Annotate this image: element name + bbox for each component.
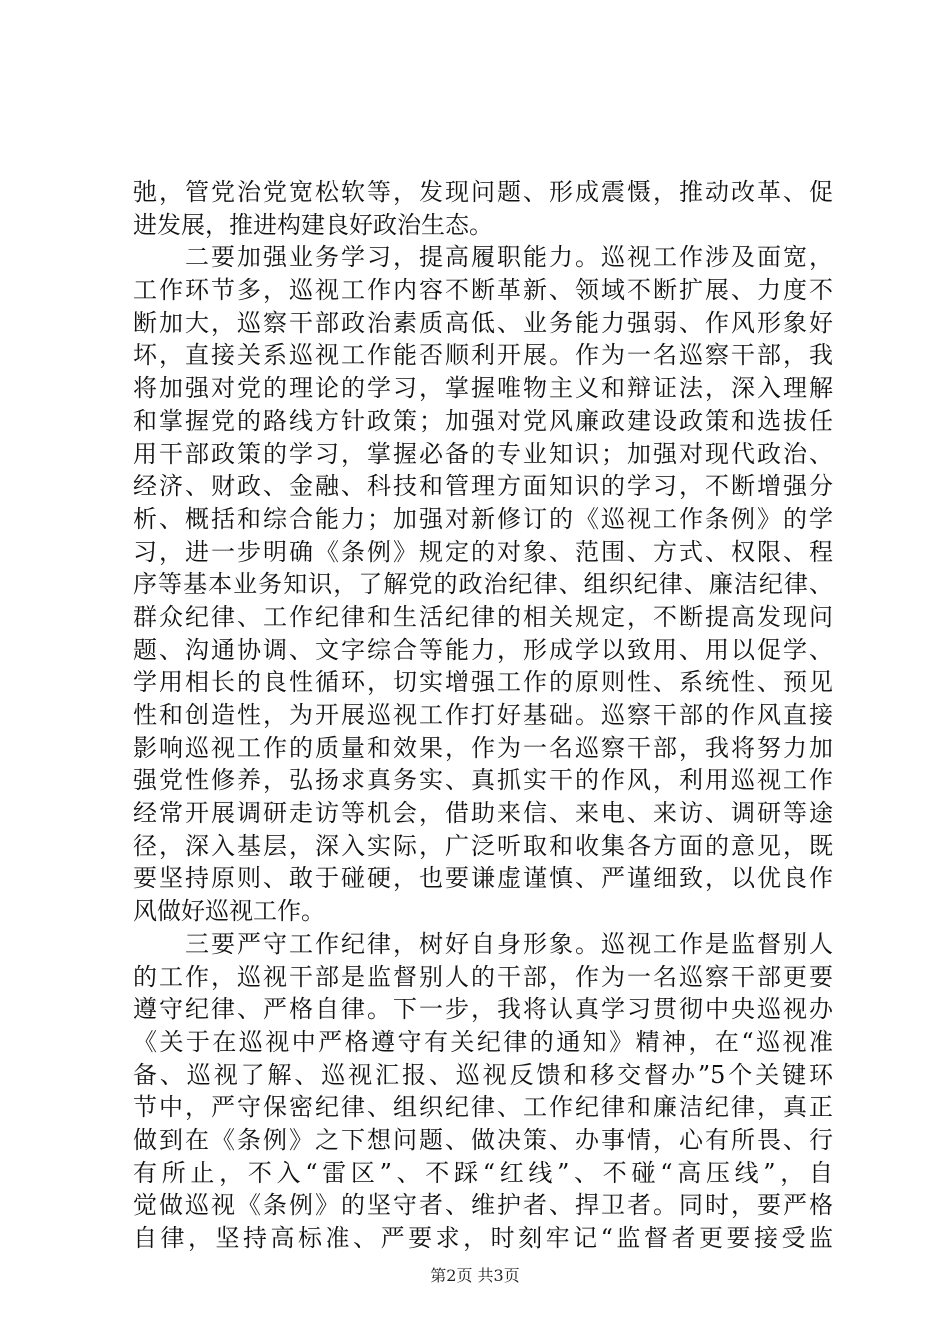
text-line: 要坚持原则、敢于碰硬，也要谦虚谨慎、严谨细致，以优良作 bbox=[133, 864, 833, 893]
text-line: 题、沟通协调、文字综合等能力，形成学以致用、用以促学、 bbox=[133, 635, 833, 664]
text-line: 进发展，推进构建良好政治生态。 bbox=[133, 210, 493, 239]
text-line: 坏，直接关系巡视工作能否顺利开展。作为一名巡察干部，我 bbox=[133, 341, 833, 370]
text-line: 学用相长的良性循环，切实增强工作的原则性、系统性、预见 bbox=[133, 668, 833, 697]
text-line: 有所止，不入“雷区”、不踩“红线”、不碰“高压线”，自 bbox=[133, 1158, 833, 1187]
text-line: 径，深入基层，深入实际，广泛听取和收集各方面的意见，既 bbox=[133, 831, 833, 860]
text-line: 序等基本业务知识，了解党的政治纪律、组织纪律、廉洁纪律、 bbox=[133, 570, 833, 599]
text-line: 弛，管党治党宽松软等，发现问题、形成震慑，推动改革、促 bbox=[133, 178, 833, 206]
text-line: 习，进一步明确《条例》规定的对象、范围、方式、权限、程 bbox=[133, 537, 833, 566]
text-line: 经济、财政、金融、科技和管理方面知识的学习，不断增强分 bbox=[133, 472, 833, 501]
text-line: 自律，坚持高标准、严要求，时刻牢记“监督者更要接受监 bbox=[133, 1224, 833, 1252]
text-line: 群众纪律、工作纪律和生活纪律的相关规定，不断提高发现问 bbox=[133, 602, 833, 631]
text-line: 觉做巡视《条例》的坚守者、维护者、捍卫者。同时，要严格 bbox=[133, 1191, 833, 1220]
page-footer: 第2页 共3页 bbox=[430, 1266, 520, 1285]
text-line: 析、概括和综合能力；加强对新修订的《巡视工作条例》的学 bbox=[133, 504, 833, 533]
text-line: 二要加强业务学习，提高履职能力。巡视工作涉及面宽， bbox=[133, 243, 833, 272]
body-text bbox=[133, 176, 833, 1255]
text-line: 三要严守工作纪律，树好自身形象。巡视工作是监督别人 bbox=[133, 929, 833, 958]
text-line: 将加强对党的理论的学习，掌握唯物主义和辩证法，深入理解 bbox=[133, 374, 833, 403]
text-line: 备、巡视了解、巡视汇报、巡视反馈和移交督办”5个关键环 bbox=[133, 1060, 833, 1089]
text-line: 的工作，巡视干部是监督别人的干部，作为一名巡察干部更要 bbox=[133, 962, 833, 991]
text-line: 断加大，巡察干部政治素质高低、业务能力强弱、作风形象好 bbox=[133, 308, 833, 337]
text-line: 和掌握党的路线方针政策；加强对党风廉政建设政策和选拔任 bbox=[133, 406, 833, 435]
text-line: 性和创造性，为开展巡视工作打好基础。巡察干部的作风直接 bbox=[133, 701, 833, 729]
text-line: 节中，严守保密纪律、组织纪律、工作纪律和廉洁纪律，真正 bbox=[133, 1093, 833, 1122]
text-line: 风做好巡视工作。 bbox=[133, 897, 325, 926]
text-line: 影响巡视工作的质量和效果，作为一名巡察干部，我将努力加 bbox=[133, 733, 833, 762]
text-line: 强党性修养，弘扬求真务实、真抓实干的作风，利用巡视工作 bbox=[133, 766, 833, 795]
text-line: 用干部政策的学习，掌握必备的专业知识；加强对现代政治、 bbox=[133, 439, 833, 468]
text-line: 工作环节多，巡视工作内容不断革新、领域不断扩展、力度不 bbox=[133, 276, 833, 305]
text-line: 经常开展调研走访等机会，借助来信、来电、来访、调研等途 bbox=[133, 799, 833, 828]
text-line: 遵守纪律、严格自律。下一步，我将认真学习贯彻中央巡视办 bbox=[133, 995, 833, 1024]
text-line: 做到在《条例》之下想问题、做决策、办事情，心有所畏、行 bbox=[133, 1125, 833, 1154]
text-line: 《关于在巡视中严格遵守有关纪律的通知》精神，在“巡视准 bbox=[133, 1027, 833, 1056]
